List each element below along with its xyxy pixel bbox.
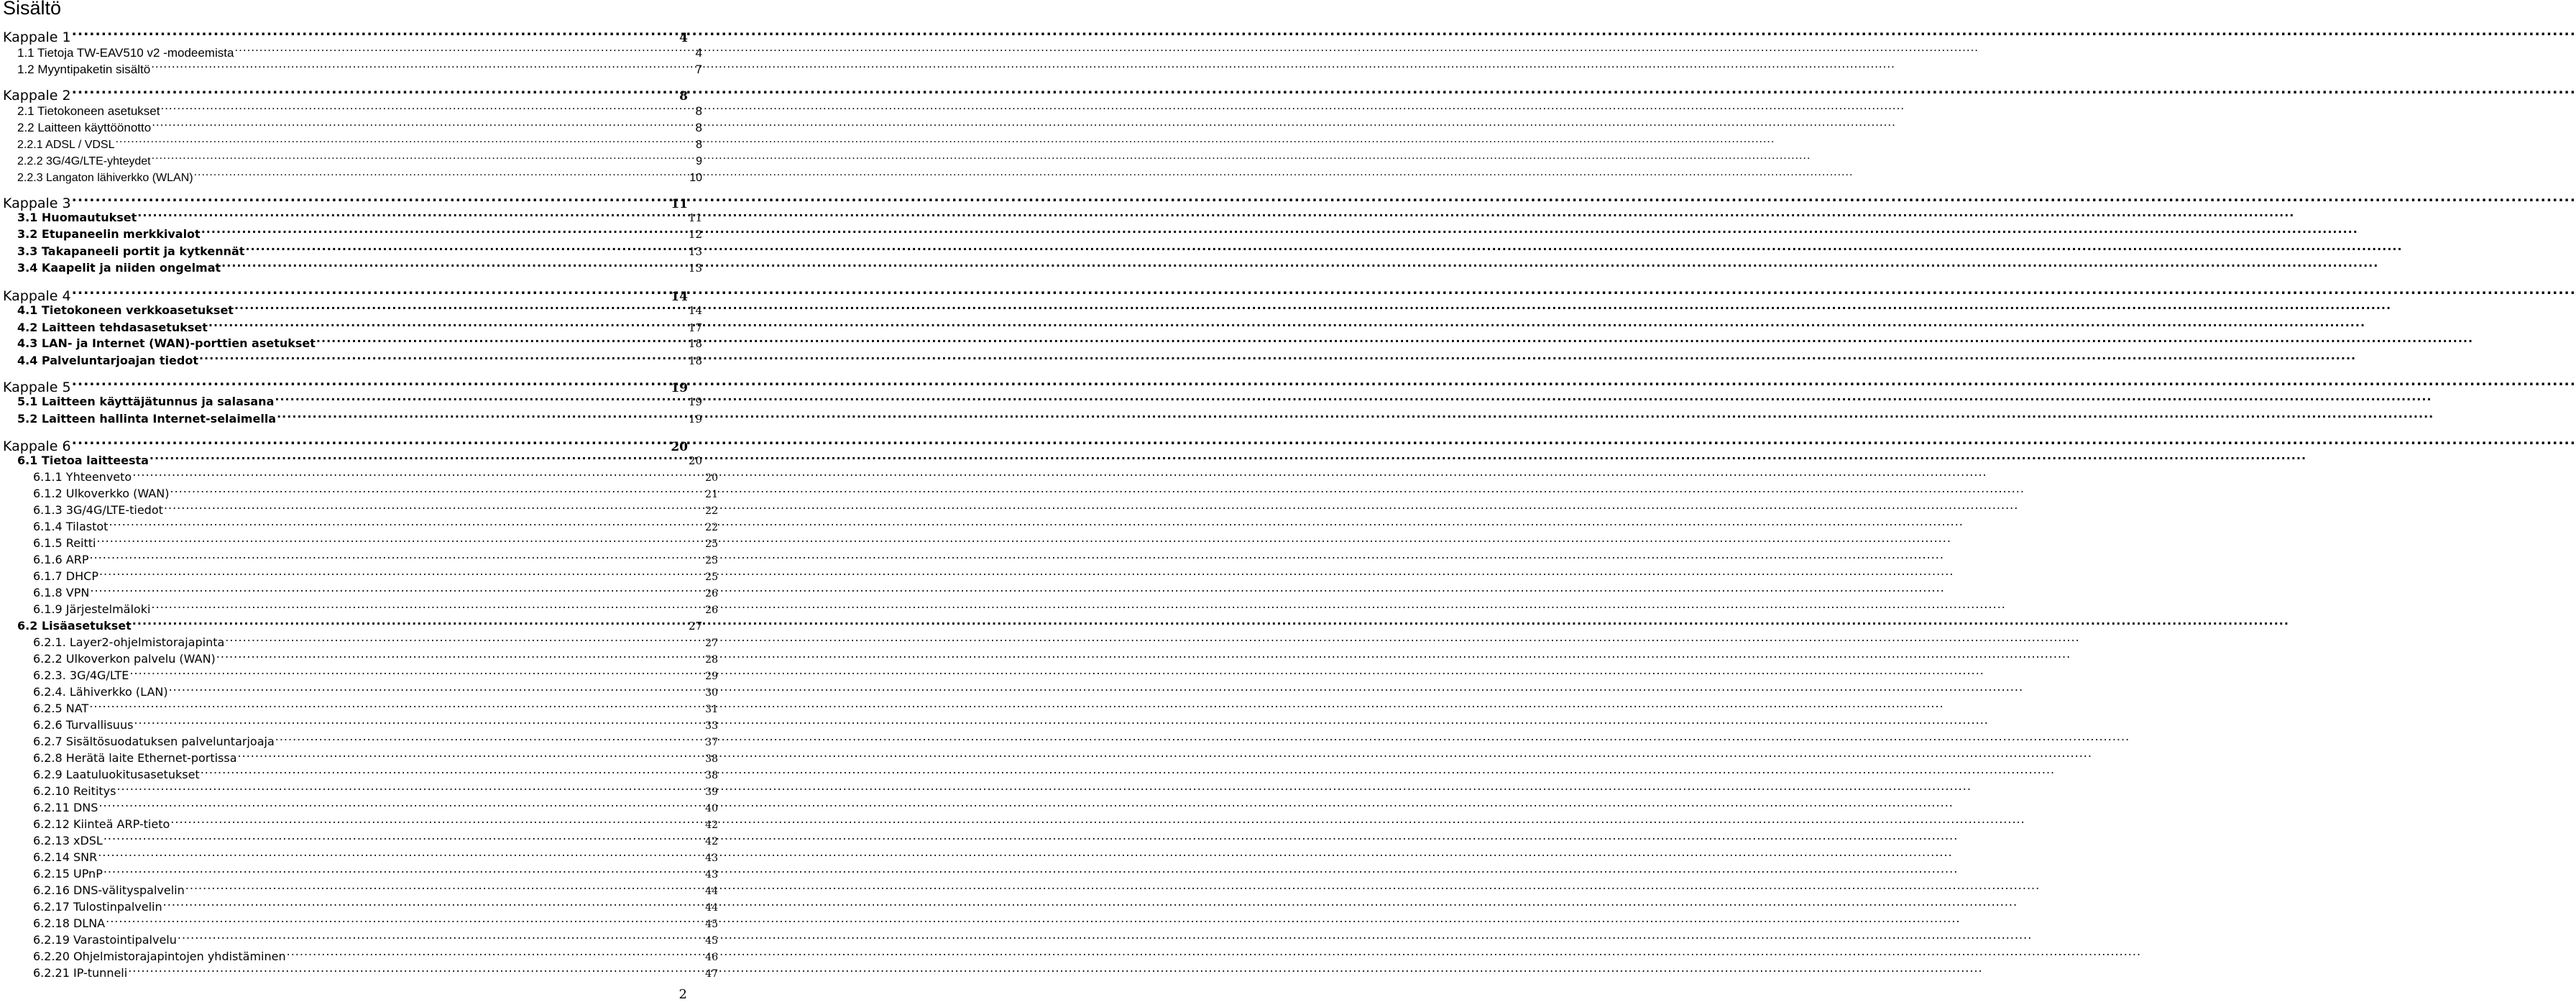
dot-leader	[152, 151, 696, 165]
toc-entry-label: 5.2 Laitteen hallinta Internet-selaimella	[17, 412, 277, 426]
toc-entry-label: 2.2.1 ADSL / VDSL	[17, 139, 115, 152]
dot-leader	[109, 517, 704, 530]
dot-leader	[163, 897, 705, 911]
toc-entry[interactable]	[0, 151, 702, 167]
dot-leader	[287, 947, 705, 960]
dot-leader	[225, 633, 704, 646]
toc-entry-label: 6.1.4 Tilastot	[33, 520, 109, 534]
toc-entry-page: 12	[688, 228, 702, 242]
dot-leader	[152, 117, 694, 132]
toc-entry-label: 6.1.1 Yhteenveto	[33, 470, 132, 484]
toc-entry-page: 27	[705, 638, 718, 650]
toc-entry-label: 3.1 Huomautukset	[17, 211, 137, 225]
toc-entry-page: 38	[705, 770, 718, 782]
dot-leader	[129, 666, 704, 679]
dot-leader	[277, 409, 688, 423]
toc-entry[interactable]	[0, 224, 702, 241]
toc-entry-label: Kappale 4	[3, 288, 71, 304]
toc-entry-page: 18	[688, 337, 702, 351]
toc-entry-page: 33	[705, 720, 718, 732]
toc-entry-label: 6.1.7 DHCP	[33, 569, 98, 584]
dot-leader	[170, 814, 704, 828]
dot-leader	[316, 334, 688, 347]
dot-leader	[216, 649, 704, 663]
toc-entry-label: 2.2 Laitteen käyttöönotto	[17, 121, 152, 135]
toc-entry-label: 4.4 Palveluntarjoajan tiedot	[17, 354, 198, 368]
toc-entry-label: 6.2.12 Kiinteä ARP-tieto	[33, 817, 170, 832]
toc-entry-page: 13	[688, 245, 702, 259]
dot-leader	[275, 392, 688, 405]
toc-entry-label: 6.1.3 3G/4G/LTE-tiedot	[33, 503, 163, 518]
toc-entry-page: 39	[705, 786, 718, 799]
toc-entry-label: 6.2.11 DNS	[33, 801, 98, 815]
toc-entry-page: 29	[705, 671, 718, 683]
toc-entry-label: 6.2.1. Layer2-ohjelmistorajapinta	[33, 635, 225, 650]
toc-entry-page: 17	[688, 321, 702, 335]
toc-entry-page: 38	[705, 753, 718, 766]
toc-entry-label: 6.2.17 Tulostinpalvelin	[33, 900, 162, 914]
toc-entry-page: 45	[705, 919, 718, 931]
toc-entry[interactable]	[0, 300, 702, 317]
toc-entry-label: 6.1.9 Järjestelmäloki	[33, 602, 151, 617]
dot-leader	[104, 831, 704, 845]
toc-entry-page: 44	[705, 902, 718, 914]
toc-entry[interactable]	[0, 392, 702, 408]
dot-leader	[72, 83, 679, 100]
toc-entry-page: 20	[688, 454, 702, 468]
dot-leader	[201, 765, 704, 778]
toc-entry-page: 14	[688, 304, 702, 318]
dot-leader	[150, 451, 688, 464]
toc-entry-label: 4.2 Laitteen tehdasasetukset	[17, 321, 208, 335]
toc-entry-page: 8	[695, 104, 702, 119]
toc-entry-label: 2.2.2 3G/4G/LTE-yhteydet	[17, 155, 151, 168]
dot-leader	[72, 25, 679, 42]
dot-leader	[151, 59, 694, 73]
toc-entry-page: 14	[671, 289, 688, 304]
toc-entry-label: 6.1.5 Reitti	[33, 536, 96, 551]
toc-entry-page: 25	[705, 555, 718, 567]
dot-leader	[208, 318, 688, 331]
dot-leader	[106, 914, 704, 927]
dot-leader	[128, 963, 704, 977]
toc-entry-label: 3.2 Etupaneelin merkkivalot	[17, 227, 201, 242]
toc-entry-page: 42	[705, 819, 718, 832]
toc-entry-label: 6.2.20 Ohjelmistorajapintojen yhdistäminen	[33, 950, 286, 964]
toc-entry[interactable]	[0, 351, 702, 367]
dot-leader	[115, 134, 695, 148]
toc-entry-page: 8	[679, 88, 688, 104]
dot-leader	[132, 616, 688, 630]
toc-entry-page: 40	[705, 803, 718, 815]
toc-entry[interactable]	[0, 258, 702, 275]
dot-leader	[169, 682, 705, 696]
toc-entry-label: 6.2.9 Laatuluokitusasetukset	[33, 768, 200, 782]
toc-entry-page: 26	[705, 605, 718, 617]
dot-leader	[90, 583, 704, 597]
toc-entry-label: 6.2.16 DNS-välityspalvelin	[33, 883, 185, 898]
toc-entry-label: 2.2.3 Langaton lähiverkko (WLAN)	[17, 172, 193, 185]
dot-leader	[185, 881, 704, 894]
dot-leader	[178, 930, 704, 944]
toc-entry-page: 47	[705, 968, 718, 980]
toc-entry-page: 31	[705, 704, 718, 716]
toc-entry-page: 37	[705, 737, 718, 749]
toc-entry-label: 6.2.13 xDSL	[33, 834, 103, 848]
toc-entry-label: Kappale 2	[3, 87, 71, 104]
dot-leader	[99, 566, 704, 580]
toc-entry-page: 9	[696, 155, 702, 168]
toc-entry-page: 11	[688, 211, 702, 225]
toc-entry-label: Kappale 3	[3, 195, 71, 211]
toc-entry[interactable]	[0, 25, 688, 45]
toc-entry-label: 6.2.5 NAT	[33, 702, 89, 716]
dot-leader	[89, 699, 704, 712]
toc-entry-page: 8	[695, 121, 702, 135]
toc-entry-label: 6.1 Tietoa laitteesta	[17, 454, 149, 468]
toc-entry-label: 6.2.14 SNR	[33, 850, 98, 865]
dot-leader	[160, 101, 694, 115]
toc-entry-label: 6.2 Lisäasetukset	[17, 619, 132, 633]
dot-leader	[96, 533, 704, 547]
toc-entry-page: 25	[705, 571, 718, 584]
toc-entry[interactable]	[0, 59, 702, 75]
toc-entry-page: 20	[705, 472, 718, 484]
toc-entry-page: 4	[695, 46, 702, 60]
toc-entry-page: 46	[705, 952, 718, 964]
toc-entry-page: 43	[705, 852, 718, 865]
table-of-contents	[0, 0, 718, 1002]
toc-entry-page: 18	[688, 354, 702, 368]
toc-entry-page: 19	[688, 395, 702, 409]
dot-leader	[199, 351, 688, 364]
toc-entry-label: 3.4 Kaapelit ja niiden ongelmat	[17, 261, 221, 275]
dot-leader	[90, 550, 705, 564]
toc-entry[interactable]	[0, 167, 702, 184]
toc-entry-page: 26	[705, 588, 718, 600]
toc-entry-page: 8	[696, 139, 702, 152]
toc-entry-page: 30	[705, 687, 718, 699]
toc-entry[interactable]	[0, 334, 702, 350]
dot-leader	[134, 715, 704, 729]
dot-leader	[116, 781, 704, 795]
toc-entry[interactable]	[0, 117, 702, 134]
toc-entry-label: 4.3 LAN- ja Internet (WAN)-porttien asetukset	[17, 336, 316, 351]
toc-entry-page: 19	[671, 380, 688, 395]
toc-entry-label: 6.1.8 VPN	[33, 586, 90, 600]
toc-entry-page: 19	[688, 413, 702, 426]
toc-entry-label: 3.3 Takapaneeli portit ja kytkennät	[17, 244, 245, 259]
toc-entry[interactable]	[0, 134, 702, 151]
dot-leader	[194, 167, 689, 181]
toc-entry-page: 20	[671, 439, 688, 454]
toc-entry-page: 27	[688, 620, 702, 633]
toc-entry-page: 42	[705, 836, 718, 848]
toc-entry-label: 1.2 Myyntipaketin sisältö	[17, 63, 151, 77]
toc-entry-label: 6.2.2 Ulkoverkon palvelu (WAN)	[33, 652, 216, 666]
toc-entry-label: 6.2.19 Varastointipalvelu	[33, 933, 177, 947]
toc-entry-page: 28	[705, 654, 718, 666]
toc-entry[interactable]	[0, 963, 718, 980]
toc-entry[interactable]	[0, 83, 688, 104]
toc-entry[interactable]	[0, 409, 702, 426]
dot-leader	[151, 599, 704, 613]
toc-entry-label: 6.1.6 ARP	[33, 553, 89, 567]
toc-entry-page: 25	[705, 538, 718, 551]
toc-entry-label: 5.1 Laitteen käyttäjätunnus ja salasana	[17, 395, 275, 409]
dot-leader	[201, 224, 688, 238]
toc-entry-page: 45	[705, 935, 718, 947]
dot-leader	[137, 208, 688, 221]
toc-entry-page: 21	[705, 489, 718, 501]
toc-entry-page: 13	[688, 262, 702, 275]
toc-entry-label: Kappale 5	[3, 379, 71, 395]
dot-leader	[98, 798, 704, 812]
dot-leader	[164, 500, 704, 514]
dot-leader	[234, 42, 694, 57]
toc-entry-page: 4	[679, 30, 688, 45]
toc-entry-label: 6.2.15 UPnP	[33, 867, 103, 881]
dot-leader	[245, 242, 687, 255]
toc-entry-page: 10	[689, 172, 702, 185]
toc-entry-label: 2.1 Tietokoneen asetukset	[17, 104, 160, 119]
page-number: 2	[678, 987, 687, 1002]
toc-entry-label: 6.1.2 Ulkoverkko (WAN)	[33, 487, 170, 501]
toc-entry-label: 6.2.21 IP-tunneli	[33, 966, 128, 980]
toc-entry-label: 6.2.8 Herätä laite Ethernet-portissa	[33, 751, 237, 766]
toc-entry-page: 22	[705, 505, 718, 518]
dot-leader	[132, 467, 704, 481]
toc-entry-label: 6.2.6 Turvallisuus	[33, 718, 134, 732]
toc-entry-label: 6.2.18 DLNA	[33, 916, 106, 931]
toc-entry-label: 6.2.7 Sisältösuodatuksen palveluntarjoaja	[33, 735, 275, 749]
toc-entry-page: 7	[695, 63, 702, 77]
toc-entry-label: 6.2.3. 3G/4G/LTE	[33, 668, 129, 683]
toc-entry-label: Kappale 1	[3, 29, 71, 45]
toc-entry-label: 1.1 Tietoja TW-EAV510 v2 -modeemista	[17, 46, 234, 60]
toc-entry-label: 6.2.10 Reititys	[33, 784, 116, 799]
toc-entry-label: Kappale 6	[3, 438, 71, 454]
toc-entry-page: 44	[705, 886, 718, 898]
dot-leader	[98, 847, 704, 861]
toc-entry-page: 43	[705, 869, 718, 881]
dot-leader	[170, 484, 705, 497]
dot-leader	[221, 258, 688, 272]
toc-title: Sisältö	[3, 0, 62, 19]
toc-entry-label: 6.2.4. Lähiverkko (LAN)	[33, 685, 168, 699]
toc-entry-page: 11	[671, 196, 688, 211]
toc-entry-label: 4.1 Tietokoneen verkkoasetukset	[17, 303, 234, 318]
dot-leader	[275, 732, 704, 745]
dot-leader	[104, 864, 704, 878]
dot-leader	[238, 748, 705, 762]
dot-leader	[234, 300, 688, 314]
toc-entry-page: 22	[705, 522, 718, 534]
